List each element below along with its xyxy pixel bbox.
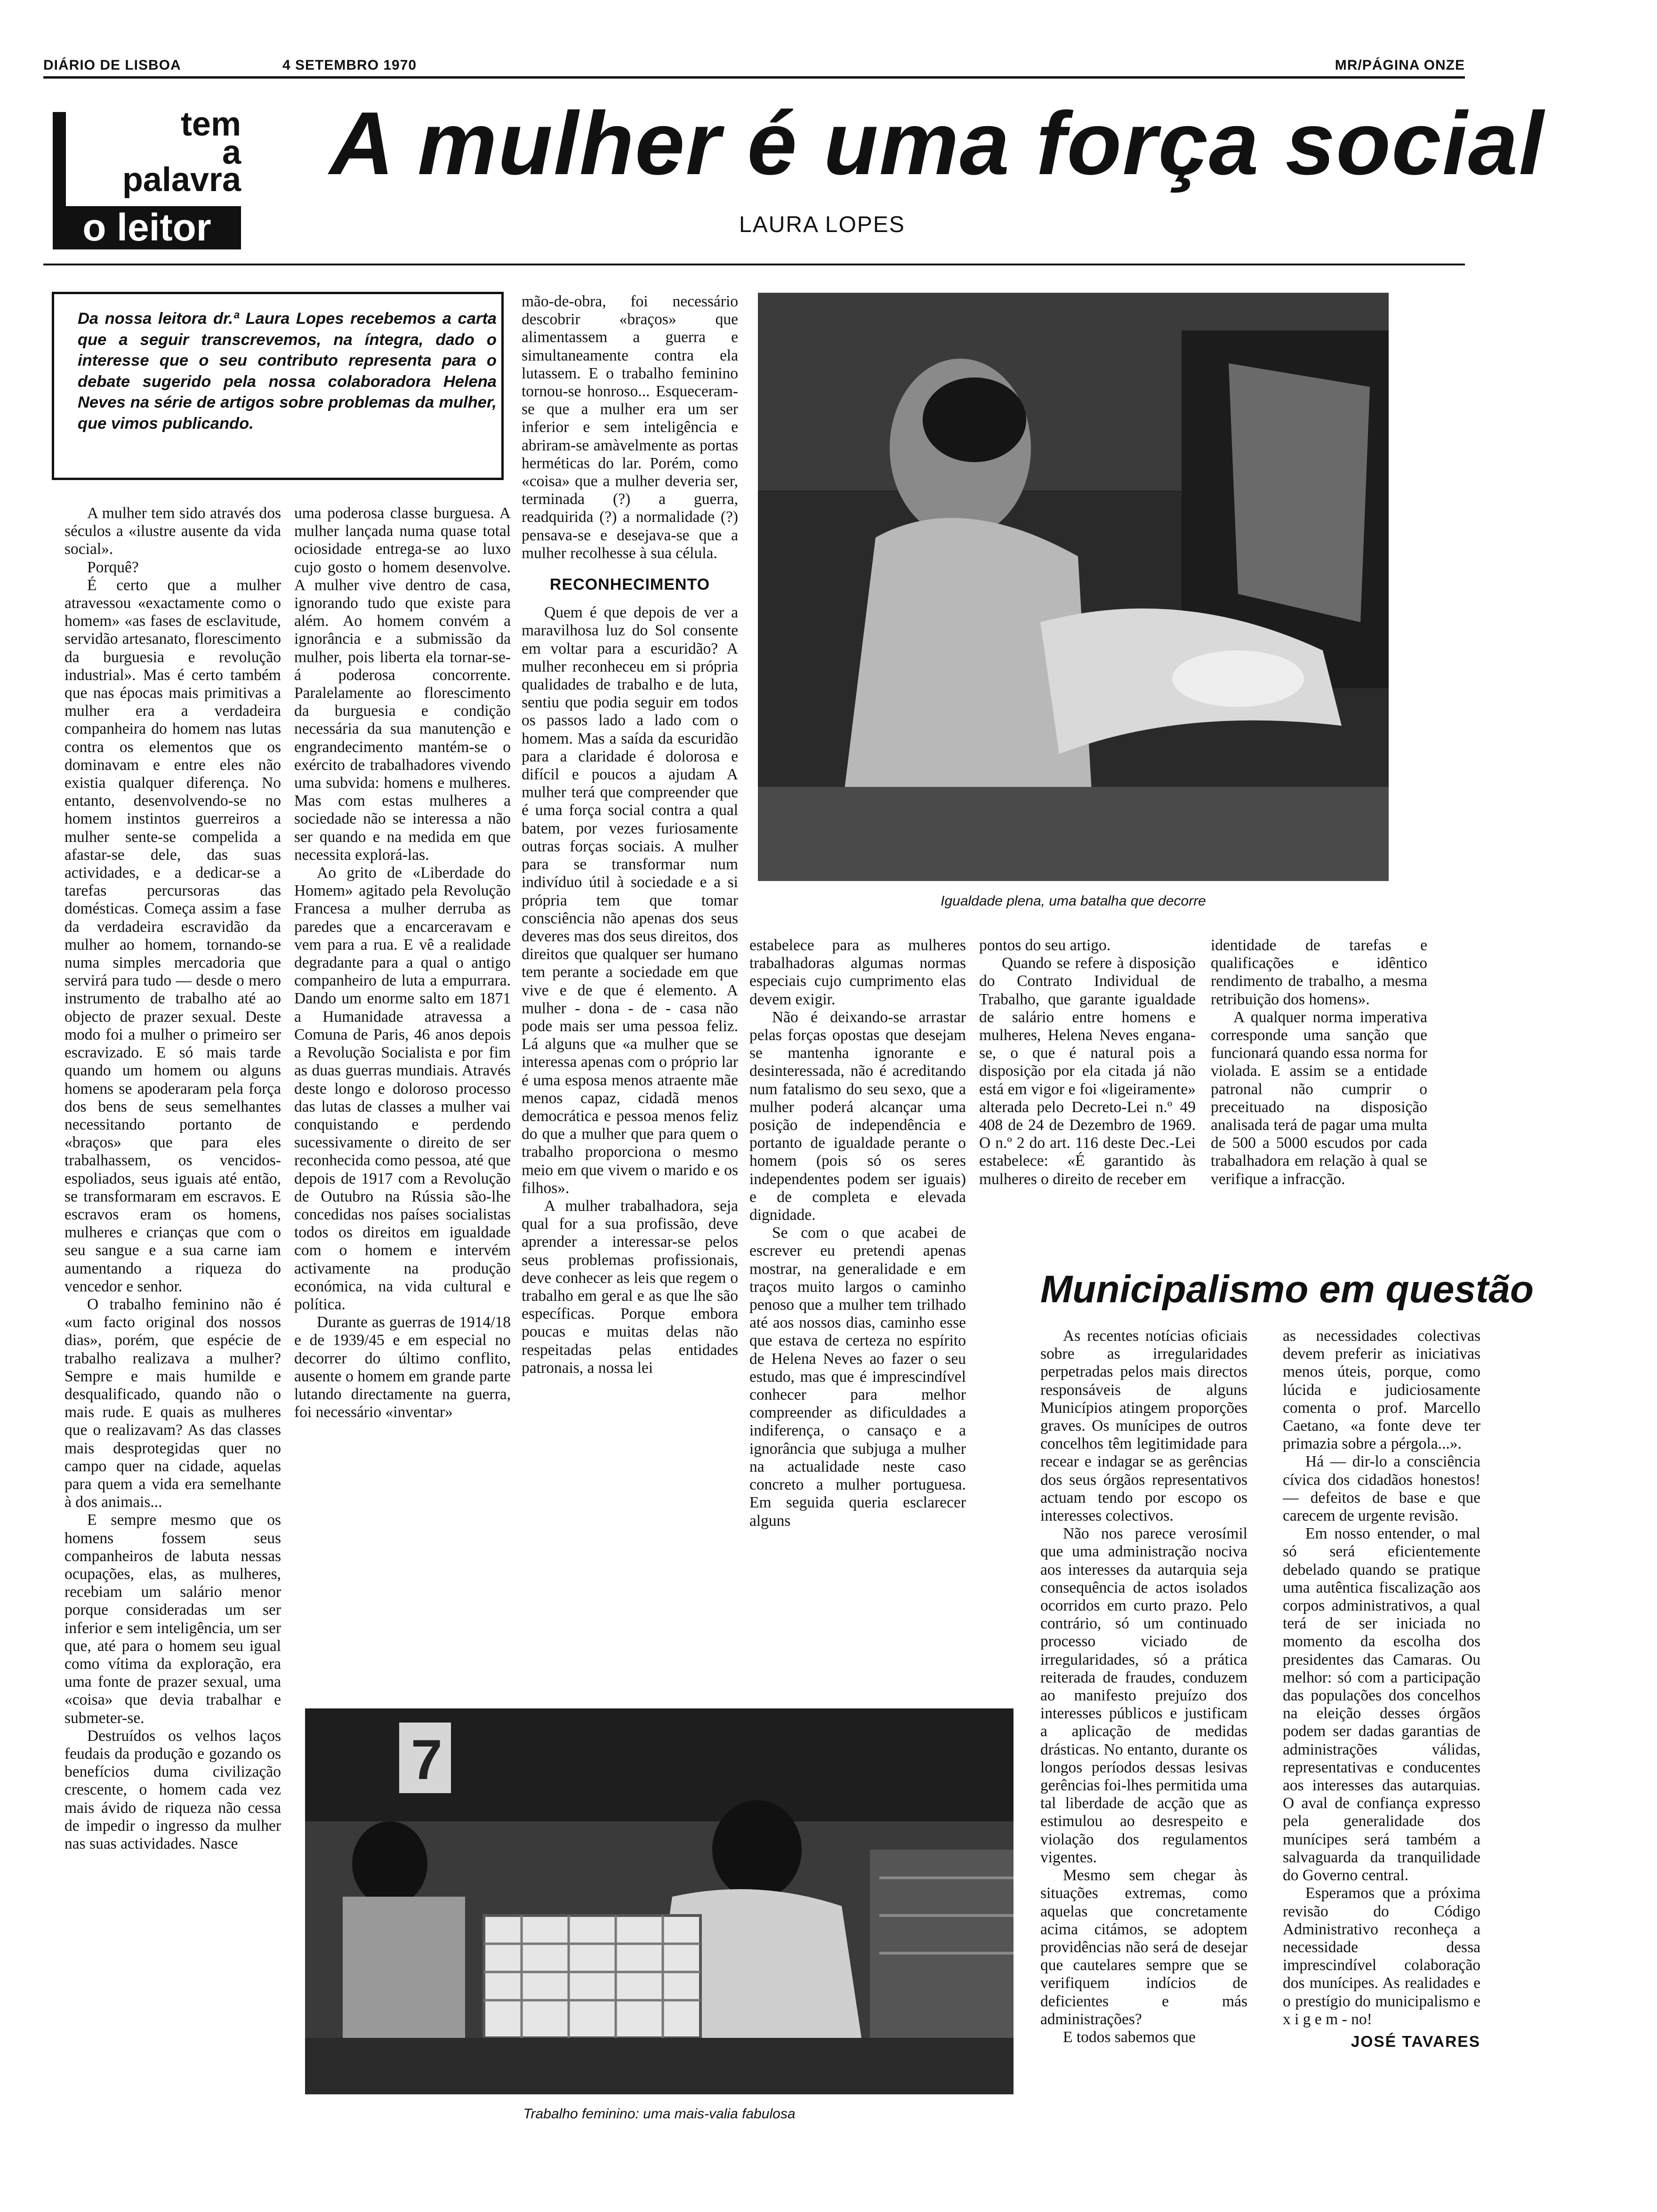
logo-o-leitor: o leitor [53,206,241,249]
paragraph: Mesmo sem chegar às situações extremas, como aquelas que concretamente acima citámos, se adoptem providências não será de desejar que cautelares sempre que se verifiquem indícios de deficientes e más administrações? [1040,1867,1247,2028]
photo-factory-women [305,1708,1014,2094]
intro-text: Da nossa leitora dr.ª Laura Lopes recebemos a carta que a seguir transcrevemos, na íntegra, dado o interesse que o seu contributo representa para o debate sugerido pela nossa colaboradora Helena Neves na série de artigos sobre problemas da mulher, que vimos publicando. [78,310,497,433]
masthead-rule [43,76,1465,79]
paragraph: Quem é que depois de ver a maravilhosa luz do Sol consente em voltar para a escuridão? A mulher reconheceu em si própria qualidades de trabalho e de luta, sentiu que podia seguir em todos os passos lado a lado com o homem. Mas a saída da escuridão para a claridade é dolorosa e difícil e poucos a ajudam A mulher terá que compreender que é uma força social contra a qual batem, por vezes furiosamente outras forças sociais. A mulher para se transformar num indivíduo útil à sociedade e a si própria tem que tomar consciência não apenas dos seus deveres mas dos seus direitos, dos direitos que qualquer ser humano tem perante a sociedade em que vive e de que é elemento. A mulher - dona - de - casa não pode mais ser uma pessoa feliz. Lá alguns que «a mulher que se interessa apenas com o próprio lar é uma esposa menos atraente mãe menos capaz, cidadã menos democrática e pessoa menos feliz do que a mulher que para quem o trabalho proporciona o mesmo meio em que vivem o marido e os filhos». [522,604,738,1197]
paragraph: as necessidades colectivas devem preferir as iniciativas menos úteis, porque, como lúcida e judiciosamente comenta o prof. Marcello Caetano, «a fonte deve ter primazia sobre a pérgola...». [1283,1327,1480,1453]
article-column-3 [522,293,738,1700]
section-logo [53,105,241,253]
photo-sewing-women [758,293,1389,881]
photo-number-sign: 7 [411,1728,442,1791]
paragraph: Destruídos os velhos laços feudais da produção e gozando os benefícios duma civilização crescente, o homem cada vez mais ávido de riqueza não cessa de impedir o ingresso da mulher nas suas actividades. Nasce [64,1727,281,1853]
paragraph: As recentes notícias oficiais sobre as irregularidades perpetradas pelos mais directos responsáveis de alguns Municípios atingem proporções graves. Os munícipes de outros concelhos têm legitimidade para recear e indagar se as gerências dos seus órgãos representativos actuam tendo por escopo os interesses colectivos. [1040,1327,1247,1525]
article-column-5 [979,937,1196,1266]
headline-rule [43,264,1465,265]
paragraph: Há — dir-lo a consciência cívica dos cidadãos honestos! — defeitos de base e que carecem de urgente revisão. [1283,1453,1480,1525]
paragraph: É certo que a mulher atravessou «exactamente como o homem» «as fases de esclavitude, servidão artesanato, florescimento da burguesia e revolução industrial». Mas é certo também que nas épocas mais primitivas a mulher era a verdadeira companheira do homem nas lutas contra os elementos que os dominavam e entre eles não existia qualquer diferença. No entanto, desenvolvendo-se no homem instintos guerreiros a mulher sente-se compelida a afastar-se dele, das suas actividades, e a dedicar-se a tarefas percursoras das domésticas. Começa assim a fase da verdadeira escravidão da mulher ao homem, tornando-se numa simples mercadoria que servirá para tudo — desde o mero instrumento de trabalho até ao objecto de prazer sexual. Deste modo foi a mulher o primeiro ser escravizado. E só mais tarde quando um homem ou alguns homens se apoderaram pela força dos bens de seus semelhantes necessitando portanto de «braços» que para eles trabalhassem, os vencidos-espoliados, seus iguais até então, se transformaram em escravos. E escravos eram os homens, mulheres e crianças que com o seu sangue e a sua carne iam aumentando a riqueza do vencedor e senhor. [64,576,281,1295]
paragraph: Ao grito de «Liberdade do Homem» agitado pela Revolução Francesa a mulher derruba as paredes que a encarceravam e vem para a rua. E vê a realidade degradante para a qual o antigo companheiro de luta a empurrara. Dando um enorme salto em 1871 a Humanidade atravessa a Comuna de Paris, 46 anos depois a Revolução Socialista e por fim as duas guerras mundiais. Através deste longo e doloroso processo das lutas de classes a mulher vai conquistando e perdendo sucessivamente o direito de ser reconhecida como pessoa, até que depois de 1917 com a Revolução de Outubro na Rússia são-lhe concedidas nos países socialistas todos os direitos em igualdade com o homem e intervém activamente na produção económica, na vida cultural e política. [294,864,511,1313]
photo1-caption: Igualdade plena, uma batalha que decorre [941,893,1206,909]
paragraph: Não nos parece verosímil que uma administração nociva aos interesses da autarquia seja consequência de actos isolados ocorridos em curto prazo. Pelo contrário, só um continuado processo viciado de irregularidades, só a prática reiterada de fraudes, conduzem ao manifesto prejuízo dos interesses públicos e justificam a aplicação de medidas drásticas. No entanto, durante os longos períodos dessas lesivas gerências foi-lhes permitida uma tal liberdade de acção que as estimulou ao desrespeito e violação dos regulamentos vigentes. [1040,1525,1247,1866]
paragraph: estabelece para as mulheres trabalhadoras algumas normas especiais cujo cumprimento elas devem exigir. [749,937,966,1008]
paragraph: identidade de tarefas e qualificações e idêntico rendimento de trabalho, a mesma retribuição dos homens». [1211,937,1427,1008]
logo-palavra: palavra [122,161,241,199]
paper-name: DIÁRIO DE LISBOA [43,57,181,73]
paragraph: Durante as guerras de 1914/18 e de 1939/45 e em especial no decorrer do último conflito, ausente o homem em grande parte lutando directamente na guerra, foi necessário «inventar» [294,1314,511,1421]
subhead-reconhecimento: RECONHECIMENTO [549,576,710,594]
byline: LAURA LOPES [739,212,905,237]
paragraph: O trabalho feminino não é «um facto original dos nossos dias», porém, que espécie de trabalho realizava a mulher? Sempre e mais humilde e desqualificado, quando não o mais rude. E quais as mulheres que o realizavam? As das classes mais desprotegidas quer no campo quer na cidade, aquelas para quem a vida era semelhante à dos animais... [64,1295,281,1511]
paragraph: A qualquer norma imperativa corresponde uma sanção que funcionará quando essa norma for violada. E assim se a entidade patronal não cumprir o preceituado na disposição analisada terá de pagar uma multa de 500 a 5000 escudos por cada trabalhadora em relação à qual se verifique a infracção. [1211,1008,1427,1188]
signature: JOSÉ TAVARES [1351,2033,1480,2051]
logo-tem: tem [180,105,241,143]
photo-women-workers-icon [758,293,1389,881]
article-column-1 [64,505,281,2124]
paragraph: E sempre mesmo que os homens fossem seus companheiros de labuta nessas ocupações, elas, as mulheres, recebiam um salário menor porque consideradas um ser inferior e sem inteligência, um ser que, até para o homem seu igual como vítima da exploração, era uma fonte de prazer sexual, uma «coisa» que devia trabalhar e submeter-se. [64,1511,281,1727]
photo-women-factory-icon [305,1708,1014,2094]
article-column-2 [294,505,511,1700]
paragraph: A mulher tem sido através dos séculos a «ilustre ausente da vida social». [64,505,281,558]
article-column-6 [1211,937,1427,1266]
paragraph: Porquê? [87,558,139,576]
paragraph: Não é deixando-se arrastar pelas forças opostas que desejam se mantenha ignorante e desinteressada, não é acreditando num fatalismo do seu sexo, que a mulher poderá alcançar uma posição de independência e portanto de igualdade perante o homem (pois só os seres independentes podem ser iguais) e de completa e elevada dignidade. [749,1008,966,1224]
second-column-1 [1040,1327,1247,2123]
paragraph: E todos sabemos que [1063,2028,1196,2046]
paragraph: Se com o que acabei de escrever eu pretendi apenas mostrar, na generalidade e em traços muito largos o caminho penoso que a mulher tem trilhado até aos nossos dias, caminho esse que estava de certeza no espírito de Helena Neves ao fazer o seu estudo, mas que é imprescindível conhecer para melhor compreender as dificuldades a indiferença, o cansaço e a ignorância que subjuga a mulher na actualidade neste caso concreto a mulher portuguesa. Em seguida queria esclarecer alguns [749,1224,966,1530]
logo-a: a [222,134,241,171]
headline: A mulher é uma força social [330,94,1545,193]
article-column-4 [749,937,966,1699]
second-column-2 [1283,1327,1480,2123]
paragraph: A mulher trabalhadora, seja qual for a sua profissão, deve aprender a interessar-se pelos seus problemas profissionais, deve conhecer as leis que regem o trabalho em geral e as que lhe são específicas. Porque embora poucas e muitas delas não respeitadas pelas entidades patronais, a nossa lei [522,1197,738,1377]
photo2-caption: Trabalho feminino: uma mais-valia fabulosa [523,2106,796,2122]
paragraph: Em nosso entender, o mal só será eficientemente debelado quando se pratique uma autêntica fiscalização aos corpos administrativos, a qual terá de ser iniciada no momento da escolha dos presidentes das Camaras. Ou melhor: só com a participação das populações dos concelhos na eleição desses órgãos podem ser dadas garantias de administrações válidas, representativas e conducentes aos interesses das autarquias. O aval de confiança expresso pela generalidade dos munícipes será também a salvaguarda da tranquilidade do Governo central. [1283,1525,1480,1884]
second-headline: Municipalismo em questão [1040,1268,1534,1311]
page-section: MR/PÁGINA ONZE [1335,57,1465,73]
paragraph: Quando se refere à disposição do Contrato Individual de Trabalho, que garante igualdade de salário entre homens e mulheres, Helena Neves engana-se, o que é natural pois a disposição por ela citada já não está em vigor e foi «ligeiramente» alterada pelo Decreto-Lei n.º 49 408 de 24 de Dezembro de 1969. O n.º 2 do art. 116 deste Dec.-Lei estabelece: «É garantido às mulheres o direito de receber em [979,954,1196,1188]
issue-date: 4 SETEMBRO 1970 [282,57,417,73]
paragraph: uma poderosa classe burguesa. A mulher lançada numa quase total ociosidade entrega-se ao luxo cujo gosto o homem desenvolve. A mulher vive dentro de casa, ignorando tudo que existe para além. Ao homem convém a ignorância e a submissão da mulher, pois liberta ela tornar-se-á poderosa concorrente. Paralelamente ao florescimento da burguesia e condição necessária da sua manutenção e engrandecimento mantém-se o exército de trabalhadores vivendo uma subvida: homens e mulheres. Mas com estas mulheres a sociedade não se interessa a não ser quando e na medida em que necessita explorá-las. [294,505,511,864]
paragraph: pontos do seu artigo. [979,937,1111,954]
paragraph: mão-de-obra, foi necessário descobrir «braços» que alimentassem a guerra e simultaneamente contra ela lutassem. E o trabalho feminino tornou-se honroso... Esqueceram-se que a mulher era um ser inferior e sem inteligência e abriram-se amàvelmente as portas herméticas do lar. Porém, como «coisa» que a mulher deveria ser, terminada (?) a guerra, readquirida (?) a normalidade (?) pensava-se e desejava-se que a mulher recolhesse à sua célula. [522,293,738,562]
paragraph: Esperamos que a próxima revisão do Código Administrativo reconheça a necessidade dessa imprescindível colaboração dos munícipes. As realidades e o prestígio do municipalismo e x i g e m - no! [1283,1884,1480,2028]
